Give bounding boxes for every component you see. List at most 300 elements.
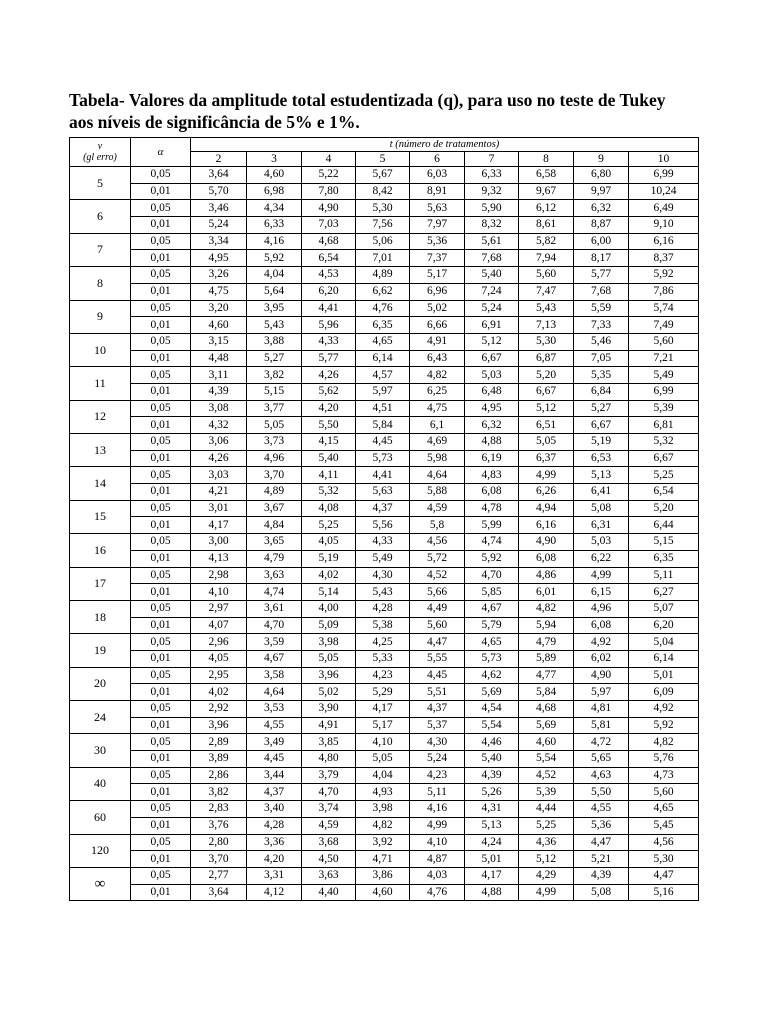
q-value-cell: 4,37: [247, 784, 302, 801]
q-value-cell: 2,97: [191, 600, 247, 617]
q-value-cell: 4,54: [465, 701, 519, 718]
q-value-cell: 6,62: [356, 283, 410, 300]
q-value-cell: 9,67: [519, 183, 574, 200]
q-value-cell: 5,25: [629, 467, 699, 484]
df-cell: 7: [70, 233, 131, 266]
table-row: [70, 884, 699, 901]
q-value-cell: 6,54: [302, 250, 356, 267]
alpha-cell: 0,01: [131, 751, 191, 768]
q-value-cell: 3,64: [191, 167, 247, 184]
alpha-cell: 0,05: [131, 600, 191, 617]
q-value-cell: 6,67: [629, 450, 699, 467]
q-value-cell: 5,51: [410, 684, 465, 701]
q-value-cell: 4,95: [191, 250, 247, 267]
q-value-cell: 4,76: [410, 884, 465, 901]
q-value-cell: 3,01: [191, 500, 247, 517]
q-value-cell: 8,91: [410, 183, 465, 200]
q-value-cell: 4,70: [302, 784, 356, 801]
q-value-cell: 5,20: [519, 367, 574, 384]
df-cell: 11: [70, 367, 131, 400]
q-value-cell: 6,1: [410, 417, 465, 434]
q-value-cell: 5,81: [574, 717, 629, 734]
q-value-cell: 6,87: [519, 350, 574, 367]
q-value-cell: 4,96: [574, 600, 629, 617]
table-row: [70, 567, 699, 584]
q-value-cell: 5,24: [410, 751, 465, 768]
q-value-cell: 6,67: [519, 383, 574, 400]
q-value-cell: 4,59: [302, 817, 356, 834]
q-value-cell: 4,67: [247, 650, 302, 667]
q-value-cell: 4,25: [356, 634, 410, 651]
q-value-cell: 4,30: [410, 734, 465, 751]
table-row: [70, 667, 699, 684]
alpha-cell: 0,05: [131, 534, 191, 551]
q-value-cell: 2,95: [191, 667, 247, 684]
q-value-cell: 4,20: [247, 851, 302, 868]
q-value-cell: 5,25: [302, 517, 356, 534]
q-value-cell: 6,67: [574, 417, 629, 434]
q-value-cell: 2,96: [191, 634, 247, 651]
q-value-cell: 3,85: [302, 734, 356, 751]
q-value-cell: 4,40: [302, 884, 356, 901]
df-cell: 20: [70, 667, 131, 700]
q-value-cell: 10,24: [629, 183, 699, 200]
alpha-cell: 0,01: [131, 450, 191, 467]
q-value-cell: 4,74: [465, 534, 519, 551]
alpha-cell: 0,01: [131, 350, 191, 367]
q-value-cell: 5,24: [465, 300, 519, 317]
q-value-cell: 3,89: [191, 751, 247, 768]
df-cell: 5: [70, 167, 131, 200]
q-value-cell: 4,80: [302, 751, 356, 768]
q-value-cell: 4,77: [519, 667, 574, 684]
q-value-cell: 8,87: [574, 217, 629, 234]
table-row: [70, 383, 699, 400]
header-gl-label: (gl erro): [83, 152, 117, 163]
q-value-cell: 7,68: [465, 250, 519, 267]
q-value-cell: 6,80: [574, 167, 629, 184]
q-value-cell: 4,88: [465, 884, 519, 901]
q-value-cell: 6,99: [629, 167, 699, 184]
q-value-cell: 4,90: [302, 200, 356, 217]
q-value-cell: 6,01: [519, 584, 574, 601]
page-title: [69, 89, 719, 133]
q-value-cell: 4,93: [356, 784, 410, 801]
q-value-cell: 4,10: [356, 734, 410, 751]
df-cell: 6: [70, 200, 131, 233]
q-value-cell: 4,86: [519, 567, 574, 584]
q-value-cell: 5,12: [519, 851, 574, 868]
q-value-cell: 4,63: [574, 767, 629, 784]
q-value-cell: 4,70: [247, 617, 302, 634]
q-value-cell: 4,60: [519, 734, 574, 751]
q-value-cell: 3,67: [247, 500, 302, 517]
q-value-cell: 3,92: [356, 834, 410, 851]
q-value-cell: 4,53: [302, 267, 356, 284]
q-value-cell: 5,01: [465, 851, 519, 868]
df-cell: 12: [70, 400, 131, 433]
q-value-cell: 6,53: [574, 450, 629, 467]
q-value-cell: 7,33: [574, 317, 629, 334]
q-value-cell: 6,49: [629, 200, 699, 217]
header-alpha: α: [131, 138, 191, 167]
q-value-cell: 5,74: [629, 300, 699, 317]
q-value-cell: 4,10: [191, 584, 247, 601]
table-row: [70, 300, 699, 317]
q-value-cell: 4,37: [410, 701, 465, 718]
q-value-cell: 5,8: [410, 517, 465, 534]
q-value-cell: 4,59: [410, 500, 465, 517]
alpha-cell: 0,01: [131, 884, 191, 901]
table-body: [70, 167, 699, 901]
table-row: [70, 767, 699, 784]
q-value-cell: 5,11: [629, 567, 699, 584]
q-value-cell: 6,99: [629, 383, 699, 400]
q-value-cell: 3,79: [302, 767, 356, 784]
q-value-cell: 5,65: [574, 751, 629, 768]
q-value-cell: 4,15: [302, 434, 356, 451]
q-value-cell: 4,04: [247, 267, 302, 284]
q-value-cell: 5,45: [629, 817, 699, 834]
q-value-cell: 3,36: [247, 834, 302, 851]
q-value-cell: 4,39: [465, 767, 519, 784]
q-value-cell: 5,63: [410, 200, 465, 217]
q-value-cell: 4,26: [302, 367, 356, 384]
q-value-cell: 4,30: [356, 567, 410, 584]
q-value-cell: 4,55: [247, 717, 302, 734]
q-value-cell: 5,50: [574, 784, 629, 801]
df-cell: 17: [70, 567, 131, 600]
alpha-cell: 0,05: [131, 467, 191, 484]
q-value-cell: 5,94: [519, 617, 574, 634]
q-value-cell: 5,22: [302, 167, 356, 184]
alpha-cell: 0,01: [131, 617, 191, 634]
q-value-cell: 4,60: [191, 317, 247, 334]
q-value-cell: 5,67: [356, 167, 410, 184]
q-value-cell: 4,16: [247, 233, 302, 250]
alpha-cell: 0,05: [131, 333, 191, 350]
q-value-cell: 4,04: [356, 767, 410, 784]
q-value-cell: 4,12: [247, 884, 302, 901]
alpha-cell: 0,01: [131, 484, 191, 501]
header-t-9: 9: [574, 152, 629, 167]
q-value-cell: 4,99: [410, 817, 465, 834]
q-value-cell: 6,35: [356, 317, 410, 334]
q-value-cell: 6,98: [247, 183, 302, 200]
q-value-cell: 4,91: [302, 717, 356, 734]
q-value-cell: 6,91: [465, 317, 519, 334]
q-value-cell: 5,21: [574, 851, 629, 868]
table-row: [70, 233, 699, 250]
q-value-cell: 4,87: [410, 851, 465, 868]
q-value-cell: 6,03: [410, 167, 465, 184]
q-value-cell: 3,53: [247, 701, 302, 718]
df-cell: 19: [70, 634, 131, 667]
q-value-cell: 5,43: [247, 317, 302, 334]
q-value-cell: 3,64: [191, 884, 247, 901]
q-value-cell: 3,90: [302, 701, 356, 718]
q-value-cell: 5,30: [629, 851, 699, 868]
q-value-cell: 4,88: [465, 434, 519, 451]
q-value-cell: 4,02: [191, 684, 247, 701]
q-value-cell: 4,16: [410, 801, 465, 818]
header-t-3: 3: [247, 152, 302, 167]
q-value-cell: 5,40: [302, 450, 356, 467]
alpha-cell: 0,01: [131, 283, 191, 300]
q-value-cell: 5,20: [629, 500, 699, 517]
q-value-cell: 3,82: [247, 367, 302, 384]
q-value-cell: 4,82: [356, 817, 410, 834]
q-value-cell: 6,43: [410, 350, 465, 367]
q-value-cell: 6,33: [247, 217, 302, 234]
table-row: [70, 333, 699, 350]
q-value-cell: 5,07: [629, 600, 699, 617]
q-value-cell: 4,79: [519, 634, 574, 651]
q-value-cell: 3,20: [191, 300, 247, 317]
q-value-cell: 5,09: [302, 617, 356, 634]
q-value-cell: 5,66: [410, 584, 465, 601]
alpha-cell: 0,05: [131, 867, 191, 884]
q-value-cell: 4,74: [247, 584, 302, 601]
alpha-cell: 0,01: [131, 851, 191, 868]
header-t-8: 8: [519, 152, 574, 167]
q-value-cell: 5,59: [574, 300, 629, 317]
df-cell: 18: [70, 600, 131, 633]
q-value-cell: 6,32: [465, 417, 519, 434]
q-value-cell: 4,90: [574, 667, 629, 684]
q-value-cell: 5,40: [465, 751, 519, 768]
q-value-cell: 7,80: [302, 183, 356, 200]
q-value-cell: 6,31: [574, 517, 629, 534]
q-value-cell: 4,00: [302, 600, 356, 617]
q-value-cell: 4,82: [410, 367, 465, 384]
q-value-cell: 2,98: [191, 567, 247, 584]
q-value-cell: 4,29: [519, 867, 574, 884]
q-value-cell: 6,26: [519, 484, 574, 501]
q-value-cell: 3,98: [302, 634, 356, 651]
q-value-cell: 8,42: [356, 183, 410, 200]
q-value-cell: 5,69: [519, 717, 574, 734]
q-value-cell: 5,29: [356, 684, 410, 701]
q-value-cell: 3,98: [356, 801, 410, 818]
alpha-cell: 0,05: [131, 167, 191, 184]
table-row: [70, 283, 699, 300]
alpha-cell: 0,05: [131, 701, 191, 718]
q-value-cell: 2,86: [191, 767, 247, 784]
table-row: [70, 851, 699, 868]
q-value-cell: 5,14: [302, 584, 356, 601]
q-value-cell: 4,49: [410, 600, 465, 617]
table-row: [70, 250, 699, 267]
q-value-cell: 4,28: [247, 817, 302, 834]
q-value-cell: 4,03: [410, 867, 465, 884]
q-value-cell: 4,47: [410, 634, 465, 651]
q-value-cell: 5,92: [465, 550, 519, 567]
q-value-cell: 4,68: [302, 233, 356, 250]
q-value-cell: 8,37: [629, 250, 699, 267]
table-row: [70, 801, 699, 818]
table-row: [70, 400, 699, 417]
q-value-cell: 6,51: [519, 417, 574, 434]
q-value-cell: 3,95: [247, 300, 302, 317]
q-value-cell: 5,40: [465, 267, 519, 284]
q-value-cell: 4,68: [519, 701, 574, 718]
q-value-cell: 5,69: [465, 684, 519, 701]
q-value-cell: 4,90: [519, 534, 574, 551]
q-value-cell: 4,05: [191, 650, 247, 667]
q-value-cell: 4,48: [191, 350, 247, 367]
q-value-cell: 7,03: [302, 217, 356, 234]
q-value-cell: 6,08: [519, 550, 574, 567]
q-value-cell: 5,56: [356, 517, 410, 534]
q-value-cell: 6,20: [302, 283, 356, 300]
q-value-cell: 5,12: [519, 400, 574, 417]
q-value-cell: 8,61: [519, 217, 574, 234]
q-value-cell: 3,44: [247, 767, 302, 784]
df-cell: 9: [70, 300, 131, 333]
q-value-cell: 9,97: [574, 183, 629, 200]
q-value-cell: 8,17: [574, 250, 629, 267]
q-value-cell: 4,44: [519, 801, 574, 818]
q-value-cell: 4,02: [302, 567, 356, 584]
q-value-cell: 5,35: [574, 367, 629, 384]
q-value-cell: 4,24: [465, 834, 519, 851]
df-cell: 60: [70, 801, 131, 834]
alpha-cell: 0,05: [131, 300, 191, 317]
header-t-10: 10: [629, 152, 699, 167]
q-value-cell: 3,08: [191, 400, 247, 417]
table-row: [70, 584, 699, 601]
q-value-cell: 6,66: [410, 317, 465, 334]
alpha-cell: 0,01: [131, 383, 191, 400]
q-value-cell: 6,32: [574, 200, 629, 217]
q-value-cell: 4,65: [629, 801, 699, 818]
q-value-cell: 4,39: [574, 867, 629, 884]
alpha-cell: 0,05: [131, 267, 191, 284]
q-value-cell: 6,16: [629, 233, 699, 250]
q-value-cell: 5,60: [410, 617, 465, 634]
q-value-cell: 2,80: [191, 834, 247, 851]
df-cell: ∞: [70, 867, 131, 900]
q-value-cell: 5,12: [465, 333, 519, 350]
q-value-cell: 3,03: [191, 467, 247, 484]
q-value-cell: 7,68: [574, 283, 629, 300]
q-value-cell: 5,27: [574, 400, 629, 417]
q-value-cell: 7,56: [356, 217, 410, 234]
q-value-cell: 6,37: [519, 450, 574, 467]
q-value-cell: 6,14: [629, 650, 699, 667]
q-value-cell: 5,92: [247, 250, 302, 267]
table-header: [70, 138, 699, 167]
q-value-cell: 7,47: [519, 283, 574, 300]
table-row: [70, 350, 699, 367]
alpha-cell: 0,01: [131, 584, 191, 601]
q-value-cell: 6,22: [574, 550, 629, 567]
q-value-cell: 6,08: [574, 617, 629, 634]
q-value-cell: 3,74: [302, 801, 356, 818]
table-row: [70, 650, 699, 667]
q-value-cell: 4,81: [574, 701, 629, 718]
q-value-cell: 5,03: [574, 534, 629, 551]
table-row: [70, 867, 699, 884]
q-value-cell: 3,63: [247, 567, 302, 584]
q-value-cell: 7,13: [519, 317, 574, 334]
q-value-cell: 4,36: [519, 834, 574, 851]
q-value-cell: 5,60: [629, 784, 699, 801]
q-value-cell: 5,26: [465, 784, 519, 801]
q-value-cell: 3,96: [302, 667, 356, 684]
q-value-cell: 5,70: [191, 183, 247, 200]
alpha-cell: 0,01: [131, 684, 191, 701]
q-value-cell: 4,78: [465, 500, 519, 517]
q-value-cell: 5,30: [356, 200, 410, 217]
q-value-cell: 4,57: [356, 367, 410, 384]
q-value-cell: 5,92: [629, 717, 699, 734]
q-value-cell: 3,82: [191, 784, 247, 801]
table-row: [70, 517, 699, 534]
q-value-cell: 5,82: [519, 233, 574, 250]
alpha-cell: 0,01: [131, 517, 191, 534]
q-value-cell: 5,17: [356, 717, 410, 734]
alpha-cell: 0,05: [131, 734, 191, 751]
q-value-cell: 4,17: [191, 517, 247, 534]
q-value-cell: 4,69: [410, 434, 465, 451]
q-value-cell: 5,55: [410, 650, 465, 667]
q-value-cell: 5,27: [247, 350, 302, 367]
q-value-cell: 4,05: [302, 534, 356, 551]
q-value-cell: 5,43: [519, 300, 574, 317]
q-value-cell: 7,37: [410, 250, 465, 267]
q-value-cell: 5,37: [410, 717, 465, 734]
q-value-cell: 6,14: [356, 350, 410, 367]
q-value-cell: 6,35: [629, 550, 699, 567]
q-value-cell: 5,97: [356, 383, 410, 400]
q-value-cell: 9,10: [629, 217, 699, 234]
q-value-cell: 6,16: [519, 517, 574, 534]
alpha-cell: 0,05: [131, 767, 191, 784]
q-value-cell: 4,50: [302, 851, 356, 868]
q-value-cell: 4,99: [519, 467, 574, 484]
q-value-cell: 3,76: [191, 817, 247, 834]
q-value-cell: 4,99: [574, 567, 629, 584]
q-value-cell: 5,76: [629, 751, 699, 768]
table-row: [70, 500, 699, 517]
q-value-cell: 4,62: [465, 667, 519, 684]
q-value-cell: 6,54: [629, 484, 699, 501]
q-value-cell: 5,60: [519, 267, 574, 284]
q-value-cell: 4,33: [356, 534, 410, 551]
q-value-cell: 5,16: [629, 884, 699, 901]
q-value-cell: 3,86: [356, 867, 410, 884]
df-cell: 16: [70, 534, 131, 567]
q-value-cell: 2,92: [191, 701, 247, 718]
q-value-cell: 4,13: [191, 550, 247, 567]
q-value-cell: 4,08: [302, 500, 356, 517]
q-value-cell: 3,06: [191, 434, 247, 451]
q-value-cell: 5,13: [465, 817, 519, 834]
q-value-cell: 5,77: [574, 267, 629, 284]
q-value-cell: 5,97: [574, 684, 629, 701]
q-value-cell: 4,21: [191, 484, 247, 501]
q-value-cell: 4,92: [574, 634, 629, 651]
header-t-5: 5: [356, 152, 410, 167]
q-value-cell: 6,81: [629, 417, 699, 434]
q-value-cell: 5,15: [247, 383, 302, 400]
q-value-cell: 5,54: [519, 751, 574, 768]
q-value-cell: 4,99: [519, 884, 574, 901]
q-value-cell: 6,09: [629, 684, 699, 701]
table-row: [70, 167, 699, 184]
